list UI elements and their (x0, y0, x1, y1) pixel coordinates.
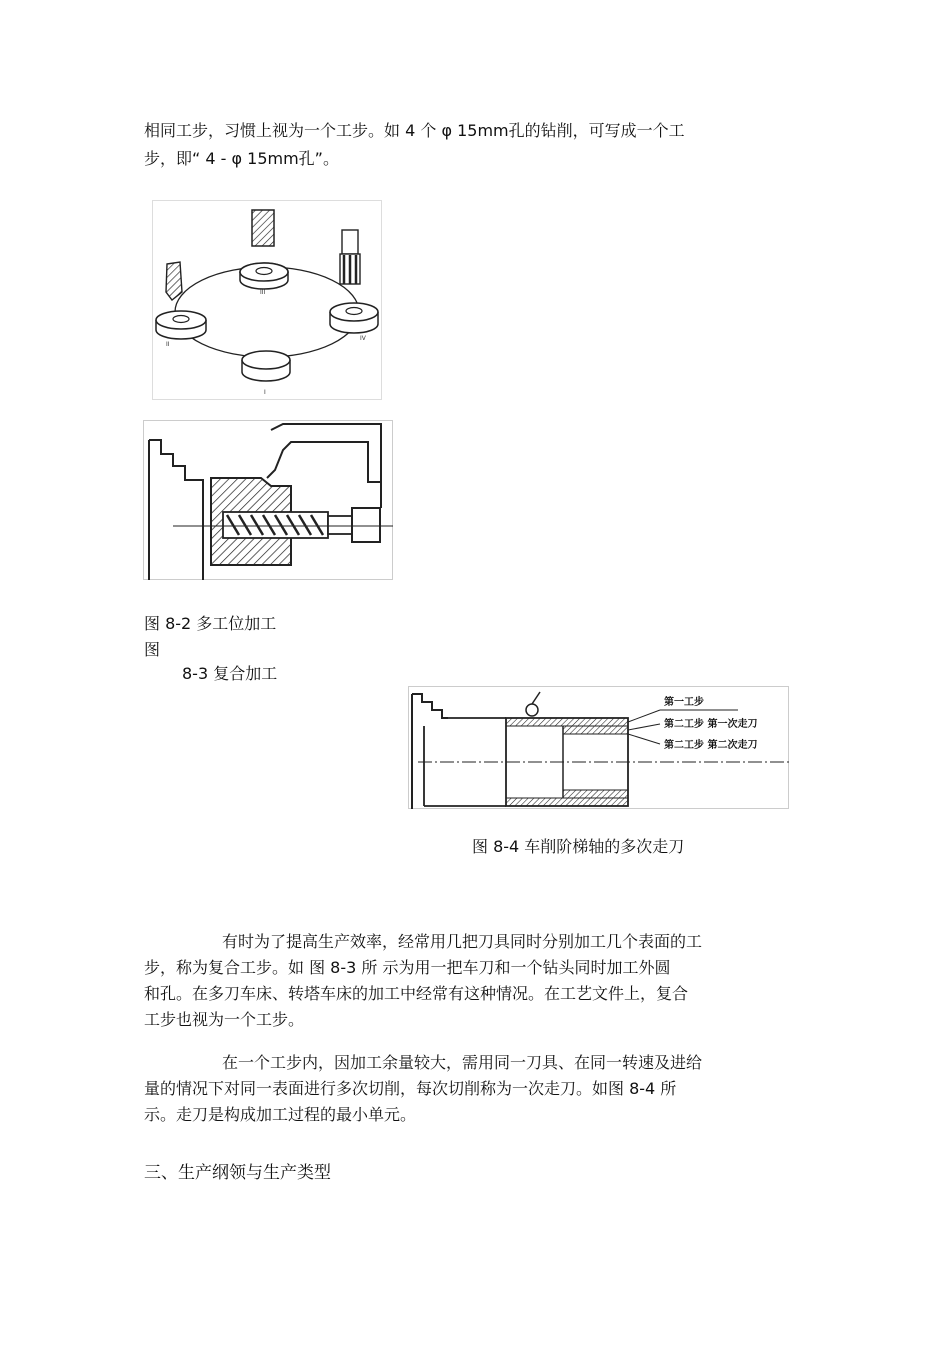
figure-8-4-multiple-passes (408, 686, 789, 809)
label-step-2-pass-1: 第二工步 第一次走刀 (664, 719, 758, 730)
para-1-line-3: 和孔。在多刀车床、转塔车床的加工中经常有这种情况。在工艺文件上，复合 (144, 984, 689, 1003)
para-2-line-3: 示。走刀是构成加工过程的最小单元。 (144, 1105, 417, 1124)
para-1-line-2: 步，称为复合工步。如 图 8-3 所 示为用一把车刀和一个钻头同时加工外圆 (144, 958, 671, 977)
station-label-iii: III (260, 289, 266, 296)
para-1-line-4: 工步也视为一个工步。 (144, 1010, 305, 1029)
caption-figure-8-4: 图 8-4 车削阶梯轴的多次走刀 (472, 837, 685, 856)
tool-symbol-icon (526, 704, 538, 716)
para-1-line-1: 有时为了提高生产效率，经常用几把刀具同时分别加工几个表面的工 (222, 932, 703, 951)
label-step-2-pass-2: 第二工步 第二次走刀 (664, 740, 758, 751)
para-2-line-2: 量的情况下对同一表面进行多次切削，每次切削称为一次走刀。如图 8-4 所 (144, 1079, 677, 1098)
caption-figure-8-3-prefix: 图 (144, 640, 161, 659)
figure-8-2-multi-station (152, 200, 382, 400)
section-heading: 三、生产纲领与生产类型 (144, 1163, 331, 1183)
right-reamer-icon (342, 230, 358, 254)
left-drill-icon (166, 262, 182, 300)
intro-line-2: 步，即“ 4 - φ 15mm孔”。 (144, 149, 339, 168)
caption-figure-8-3: 8-3 复合加工 (182, 664, 278, 683)
figure-8-2-drawing (152, 200, 382, 400)
station-label-ii: II (166, 341, 170, 348)
top-tool-icon (252, 210, 274, 246)
figure-8-4-drawing (408, 686, 789, 809)
figure-8-3-compound (143, 420, 393, 580)
caption-figure-8-2: 图 8-2 多工位加工 (144, 614, 277, 633)
intro-line-1: 相同工步，习惯上视为一个工步。如 4 个 φ 15mm孔的钻削，可写成一个工 (144, 121, 685, 140)
figure-8-3-drawing (143, 420, 393, 580)
station-label-iv: IV (360, 335, 366, 342)
label-step-1: 第一工步 (664, 697, 704, 708)
para-2-line-1: 在一个工步内，因加工余量较大，需用同一刀具、在同一转速及进给 (222, 1053, 703, 1072)
turning-tool-icon (267, 424, 381, 482)
station-label-i: I (264, 389, 266, 396)
